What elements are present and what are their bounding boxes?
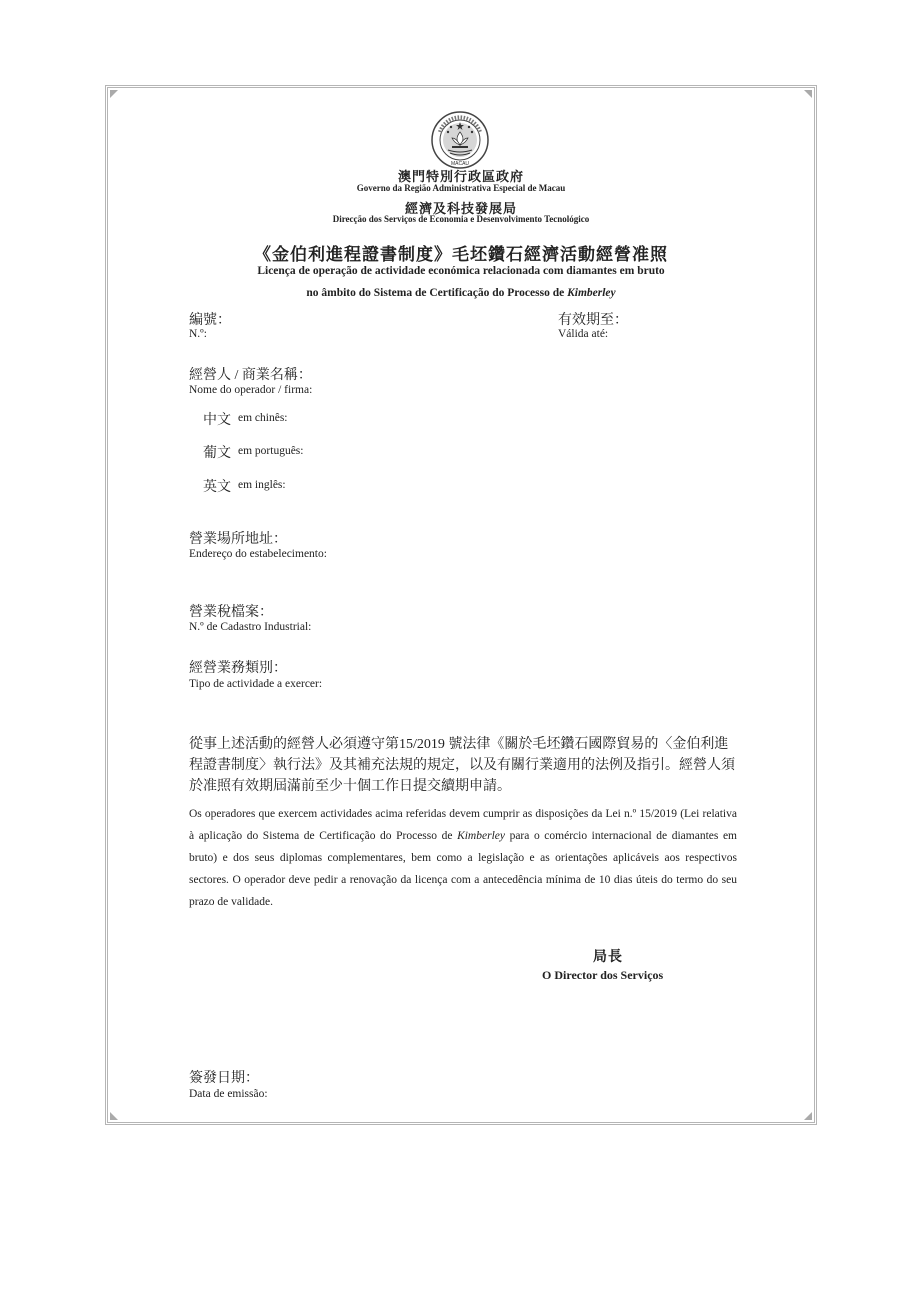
license-title-zh: 《金伯利進程證書制度》毛坯鑽石經濟活動經營准照 <box>254 245 668 264</box>
corner-ornament <box>804 1112 812 1120</box>
chinese-name-label-pt: em chinês: <box>238 412 288 424</box>
valid-until-label-pt: Válida até: <box>558 328 609 340</box>
issue-date-label-pt: Data de emissão: <box>189 1088 268 1100</box>
license-title-pt-line1: Licença de operação de actividade económica relacionada com diamantes em bruto <box>257 265 665 277</box>
notice-paragraph-pt: Os operadores que exercem actividades acima referidas devem cumprir as disposições da Lei n.º 15/2019 (Lei relativa à aplicação do Sistema de Certificação do Processo de Kimberley para o comércio internacional de diamantes em bruto) e dos seus diplomas complementares, bem como a legislação e as orientações aplicáveis aos respectivos sectores. O operador deve pedir a renovação da licença com a antecedência mínima de 10 dias úteis do termo do seu prazo de validade. <box>189 808 737 908</box>
portuguese-name-label-pt: em português: <box>238 445 304 457</box>
corner-ornament <box>110 1112 118 1120</box>
cadastro-label-zh: 營業稅檔案： <box>189 605 273 620</box>
number-label-zh: 編號： <box>189 313 231 328</box>
chinese-name-label-zh: 中文 <box>203 413 231 428</box>
address-label-zh: 營業場所地址： <box>189 532 287 547</box>
government-name-pt: Governo da Região Administrativa Especial de Macau <box>356 183 566 193</box>
portuguese-name-label-zh: 葡文 <box>203 446 231 461</box>
english-name-label-pt: em inglês: <box>238 479 286 491</box>
director-title-pt: O Director dos Serviços <box>542 968 664 982</box>
department-name-zh: 經濟及科技發展局 <box>404 201 517 216</box>
operator-label-zh: 經營人 / 商業名稱： <box>189 368 312 383</box>
director-title-zh: 局長 <box>593 950 623 965</box>
macau-emblem-icon <box>430 110 490 170</box>
issue-date-label-zh: 簽發日期： <box>189 1071 259 1086</box>
address-label-pt: Endereço do estabelecimento: <box>189 548 327 560</box>
corner-ornament <box>110 90 118 98</box>
number-label-pt: N.º: <box>189 328 207 340</box>
department-name-pt: Direcção dos Serviços de Economia e Desenvolvimento Tecnológico <box>332 214 590 224</box>
cadastro-label-pt: N.º de Cadastro Industrial: <box>189 621 312 633</box>
operator-label-pt: Nome do operador / firma: <box>189 384 313 396</box>
activity-type-label-zh: 經營業務類別： <box>189 661 287 676</box>
activity-type-label-pt: Tipo de actividade a exercer: <box>189 678 323 690</box>
notice-paragraph-zh: 從事上述活動的經營人必須遵守第15/2019 號法律《關於毛坯鑽石國際貿易的〈金伯利進程證書制度〉執行法》及其補充法規的規定，以及有關行業適用的法例及指引。經營人須於准照有效期屆滿前至少十個工作日提交續期申請。 <box>189 737 735 794</box>
license-title-pt-line2: no âmbito do Sistema de Certificação do Processo de Kimberley <box>306 287 616 299</box>
english-name-label-zh: 英文 <box>203 480 231 495</box>
valid-until-label-zh: 有效期至： <box>558 313 628 328</box>
government-name-zh: 澳門特別行政區政府 <box>397 169 524 184</box>
svg-text:MACAU: MACAU <box>450 161 470 167</box>
corner-ornament <box>804 90 812 98</box>
